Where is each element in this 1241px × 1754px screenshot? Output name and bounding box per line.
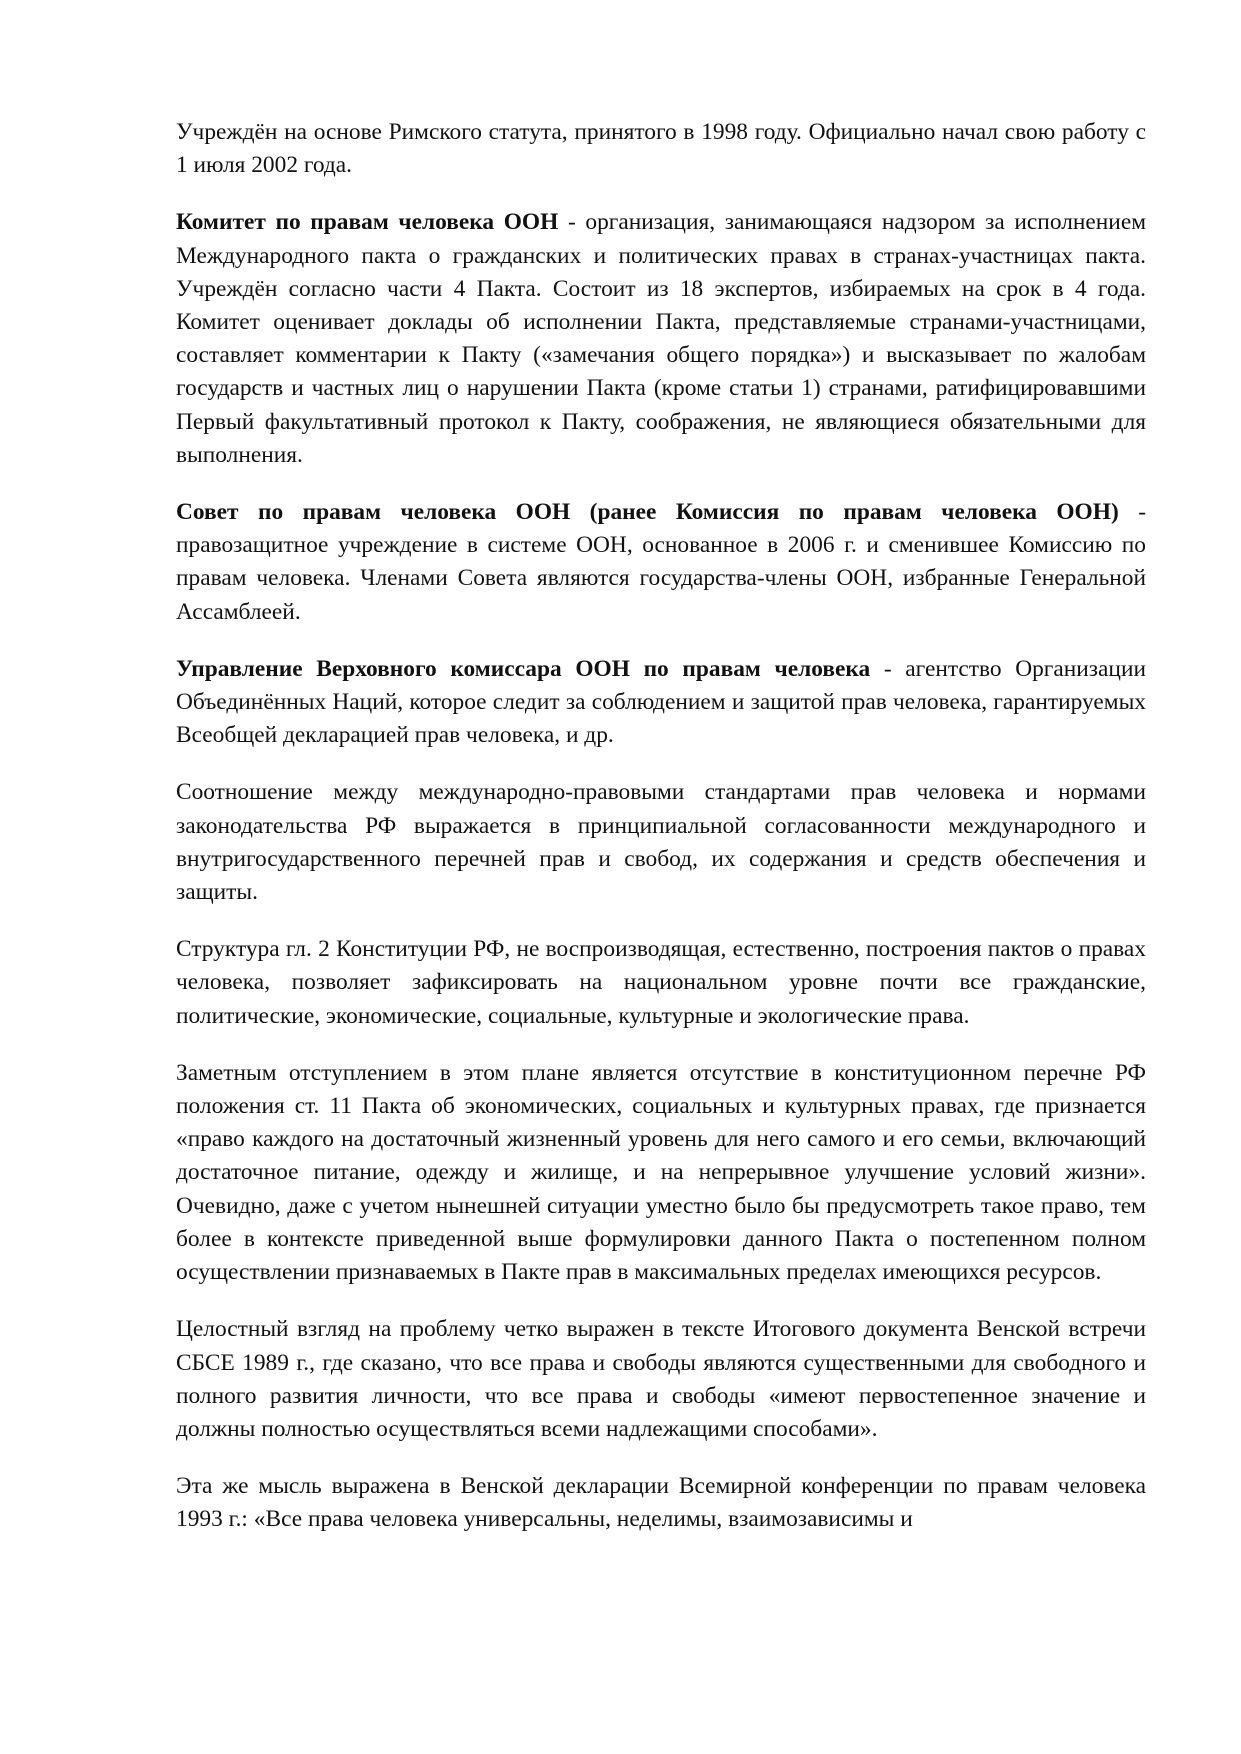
paragraph-notable-deviation: [176, 1057, 1146, 1289]
paragraph-standards-relationship: [176, 776, 1146, 909]
paragraph-vienna-declaration: [176, 1470, 1146, 1536]
paragraph-text: Заметным отступлением в этом плане является отсутствие в конституционном перечне РФ положения ст. 11 Пакта об экономических, социальных и культурных правах, где признается «право каждого на достаточный жизненный уровень для него самого и его семьи, включающий достаточное питание, одежду и жилище, и на непрерывное улучшение условий жизни». Очевидно, даже с учетом нынешней ситуации уместно было бы предусмотреть такое право, тем более в контексте приведенной выше формулировки данного Пакта о постепенном полном осуществлении признаваемых в Пакте прав в максимальных пределах имеющихся ресурсов.: [176, 1059, 1146, 1286]
paragraph-text: Учреждён на основе Римского статута, принятого в 1998 году. Официально начал свою работу с 1 июля 2002 года.: [176, 119, 1146, 179]
paragraph-constitution-structure: [176, 933, 1146, 1033]
paragraph-text: Целостный взгляд на проблему четко выражен в тексте Итогового документа Венской встречи СБСЕ 1989 г., где сказано, что все права и свободы являются существенными для свободного и полного развития личности, что все права и свободы «имеют первостепенное значение и должны полностью осуществляться всеми надлежащими способами».: [176, 1316, 1146, 1442]
paragraph-lead: Комитет по правам человека ООН: [176, 209, 559, 236]
paragraph-text: Структура гл. 2 Конституции РФ, не воспроизводящая, естественно, построения пактов о правах человека, позволяет зафиксировать на национальном уровне почти все гражданские, политические, экономические, социальные, культурные и экологические права.: [176, 936, 1146, 1029]
paragraph-lead: Управление Верховного комиссара ООН по правам человека: [176, 655, 871, 682]
paragraph-text: - правозащитное учреждение в системе ООН, основанное в 2006 г. и сменившее Комиссию по правам человека. Членами Совета являются государства-члены ООН, избранные Генеральной Ассамблеей.: [176, 499, 1147, 625]
paragraph-icc-founding: [176, 116, 1146, 182]
paragraph-human-rights-committee: [176, 206, 1146, 472]
paragraph-vienna-meeting: [176, 1313, 1146, 1446]
paragraph-high-commissioner-office: [176, 653, 1146, 753]
paragraph-human-rights-council: [176, 496, 1146, 629]
paragraph-text: Эта же мысль выражена в Венской декларации Всемирной конференции по правам человека 1993 г.: «Все права человека универсальны, неделимы, взаимозависимы и: [176, 1473, 1146, 1533]
document-page: [176, 116, 1146, 1561]
paragraph-text: Соотношение между международно-правовыми стандартами прав человека и нормами законодательства РФ выражается в принципиальной согласованности международного и внутригосударственного перечней прав и свобод, их содержания и средств обеспечения и защиты.: [176, 779, 1146, 906]
paragraph-text: - агентство Организации Объединённых Наций, которое следит за соблюдением и защитой прав человека, гарантируемых Всеобщей декларацией прав человека, и др.: [176, 655, 1146, 749]
paragraph-text: - организация, занимающаяся надзором за исполнением Международного пакта о гражданских и политических правах в странах-участницах пакта. Учреждён согласно части 4 Пакта. Состоит из 18 экспертов, избираемых на срок в 4 года. Комитет оценивает доклады об исполнении Пакта, представляемые странами-участницами, составляет комментарии к Пакту («замечания общего порядка») и высказывает по жалобам государств и частных лиц о нарушении Пакта (кроме статьи 1) странами, ратифицировавшими Первый факультативный протокол к Пакту, соображения, не являющиеся обязательными для выполнения.: [176, 209, 1146, 468]
paragraph-lead: Совет по правам человека ООН (ранее Комиссия по правам человека ООН): [176, 499, 1119, 526]
